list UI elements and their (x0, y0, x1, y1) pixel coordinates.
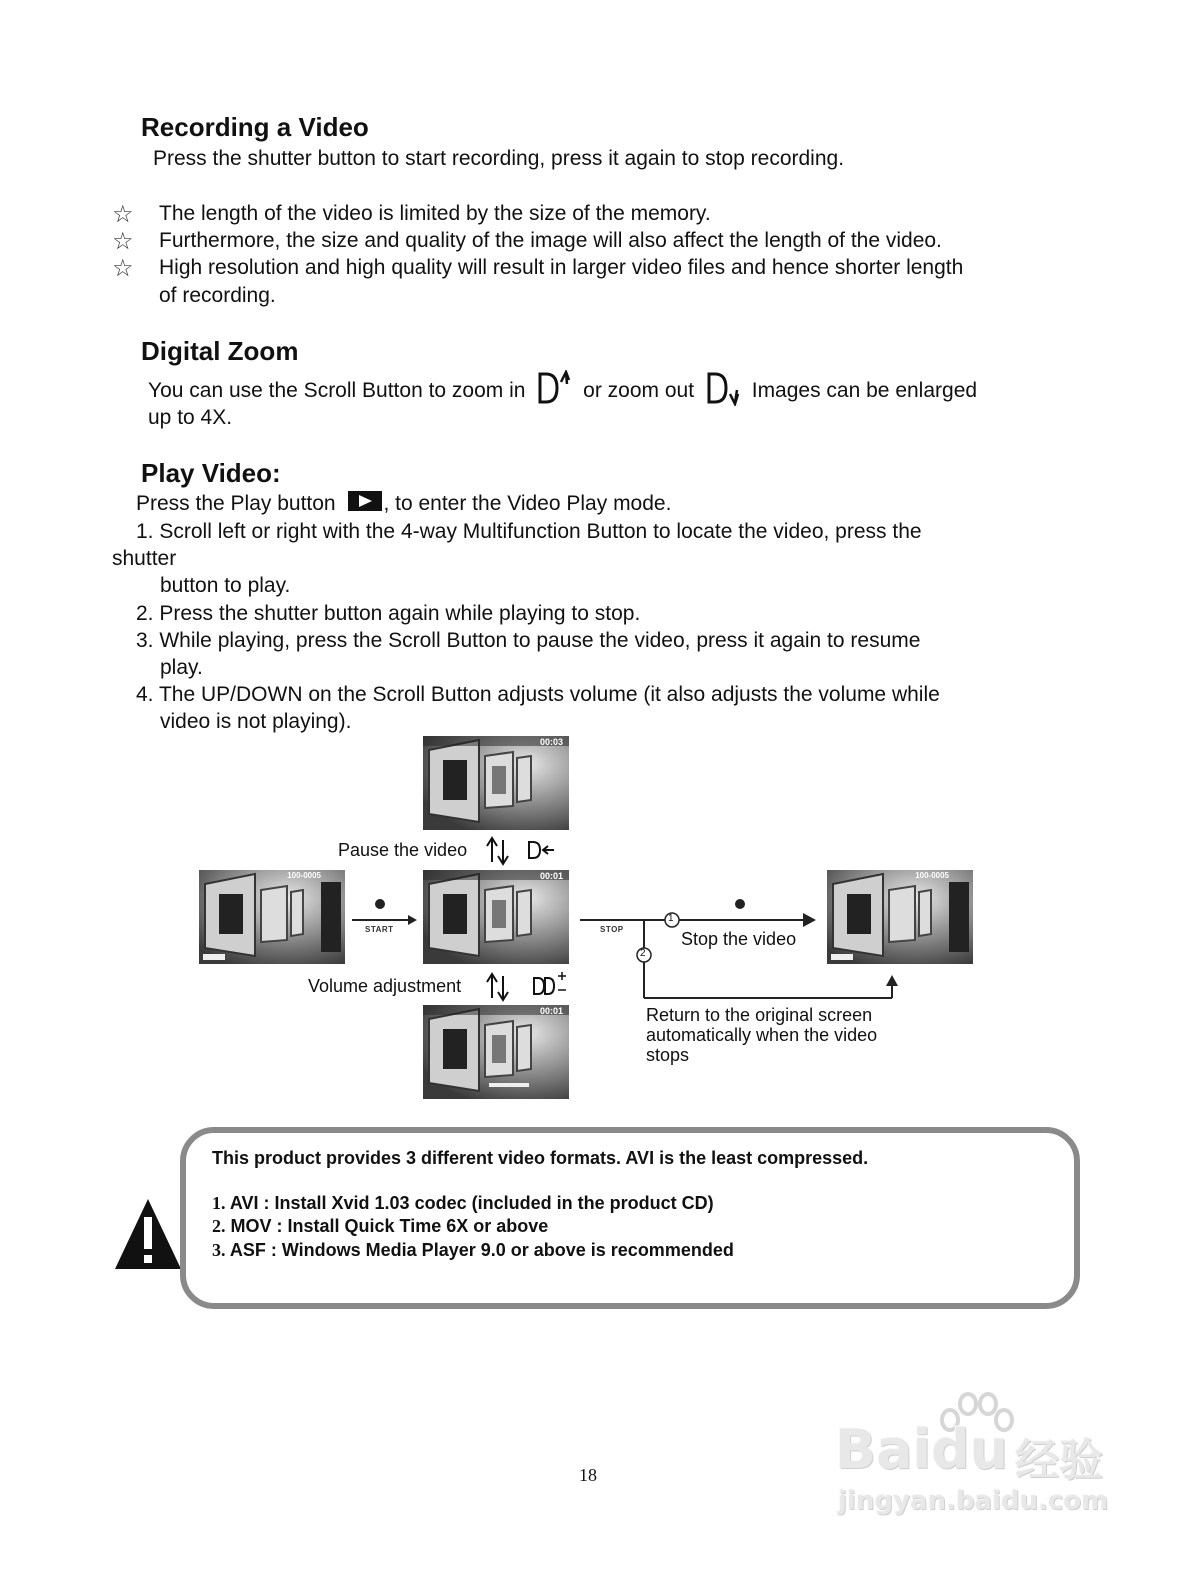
notice-item-num: 2. (212, 1216, 226, 1236)
notice-item-text: ASF : Windows Media Player 9.0 or above is recommended (229, 1240, 734, 1260)
return-label (646, 1005, 877, 1065)
recording-note: Furthermore, the size and quality of the image will also affect the length of the video. (159, 229, 942, 252)
star-bullet-icon: ☆ (112, 254, 134, 282)
notice-item-text: AVI : Install Xvid 1.03 codec (included in the product CD) (229, 1193, 714, 1213)
notice-headline: This product provides 3 different video formats. AVI is the least compressed. (212, 1148, 869, 1168)
notice-item-num: 1. (212, 1193, 226, 1213)
play-step-cont: button to play. (160, 574, 291, 597)
pause-label: Pause the video (338, 840, 468, 860)
return-line: stops (646, 1045, 690, 1065)
recording-intro: Press the shutter button to start recording, press it again to stop recording. (153, 147, 845, 170)
play-intro-a: Press the Play button (136, 492, 336, 516)
screen-timer: 00:03 (539, 737, 563, 747)
recording-note: The length of the video is limited by the size of the memory. (159, 202, 711, 225)
star-bullet-icon: ☆ (112, 200, 134, 228)
return-line: automatically when the video (646, 1025, 878, 1045)
notice-item (212, 1193, 714, 1214)
stop-tag: STOP (600, 925, 624, 934)
screen-timer: 00:01 (539, 871, 563, 881)
zoom-text-b: or zoom out (583, 379, 695, 403)
play-step: 4. The UP/DOWN on the Scroll Button adjusts volume (it also adjusts the volume while (136, 683, 940, 706)
volume-label: Volume adjustment (308, 976, 462, 996)
baidu-watermark (830, 1390, 1130, 1530)
zoom-text-a: You can use the Scroll Button to zoom in (148, 379, 526, 403)
screen-timer: 00:01 (539, 1006, 563, 1016)
stop-label: Stop the video (681, 929, 797, 949)
play-step: 3. While playing, press the Scroll Button to pause the video, press it again to resume (136, 629, 921, 652)
marker-1: 1 (668, 913, 674, 924)
watermark-cn: 经验 (1015, 1435, 1103, 1486)
watermark-url: jingyan.baidu.com (838, 1486, 1109, 1516)
star-bullet-icon: ☆ (112, 227, 134, 255)
heading-zoom: Digital Zoom (141, 336, 299, 366)
notice-item (212, 1240, 734, 1261)
play-intro-b: , to enter the Video Play mode. (383, 492, 672, 516)
play-step-cont: video is not playing). (160, 710, 352, 733)
zoom-line-2: up to 4X. (148, 406, 233, 429)
play-step: 1. Scroll left or right with the 4-way Multifunction Button to locate the video, press the (136, 520, 922, 543)
watermark-brand: Baidu (835, 1418, 1009, 1481)
file-counter: 100-0005 (915, 871, 949, 880)
recording-note-cont: of recording. (159, 284, 276, 307)
notice-item-num: 3. (212, 1240, 226, 1260)
return-line: Return to the original screen (646, 1005, 873, 1025)
heading-recording: Recording a Video (141, 112, 369, 142)
play-step: 2. Press the shutter button again while playing to stop. (136, 602, 641, 625)
file-counter: 100-0005 (287, 871, 321, 880)
notice-item (212, 1216, 548, 1237)
zoom-text-c: Images can be enlarged (751, 379, 978, 403)
play-step-cont: play. (160, 656, 203, 679)
heading-play: Play Video: (141, 458, 281, 488)
marker-2: 2 (640, 948, 646, 959)
notice-item-text: MOV : Install Quick Time 6X or above (230, 1216, 549, 1236)
start-tag: START (365, 925, 394, 934)
play-step-cont: shutter (112, 547, 177, 570)
warning-icon (113, 1197, 183, 1276)
recording-note: High resolution and high quality will result in larger video files and hence shorter length (159, 256, 964, 279)
page-number: 18 (579, 1465, 597, 1485)
